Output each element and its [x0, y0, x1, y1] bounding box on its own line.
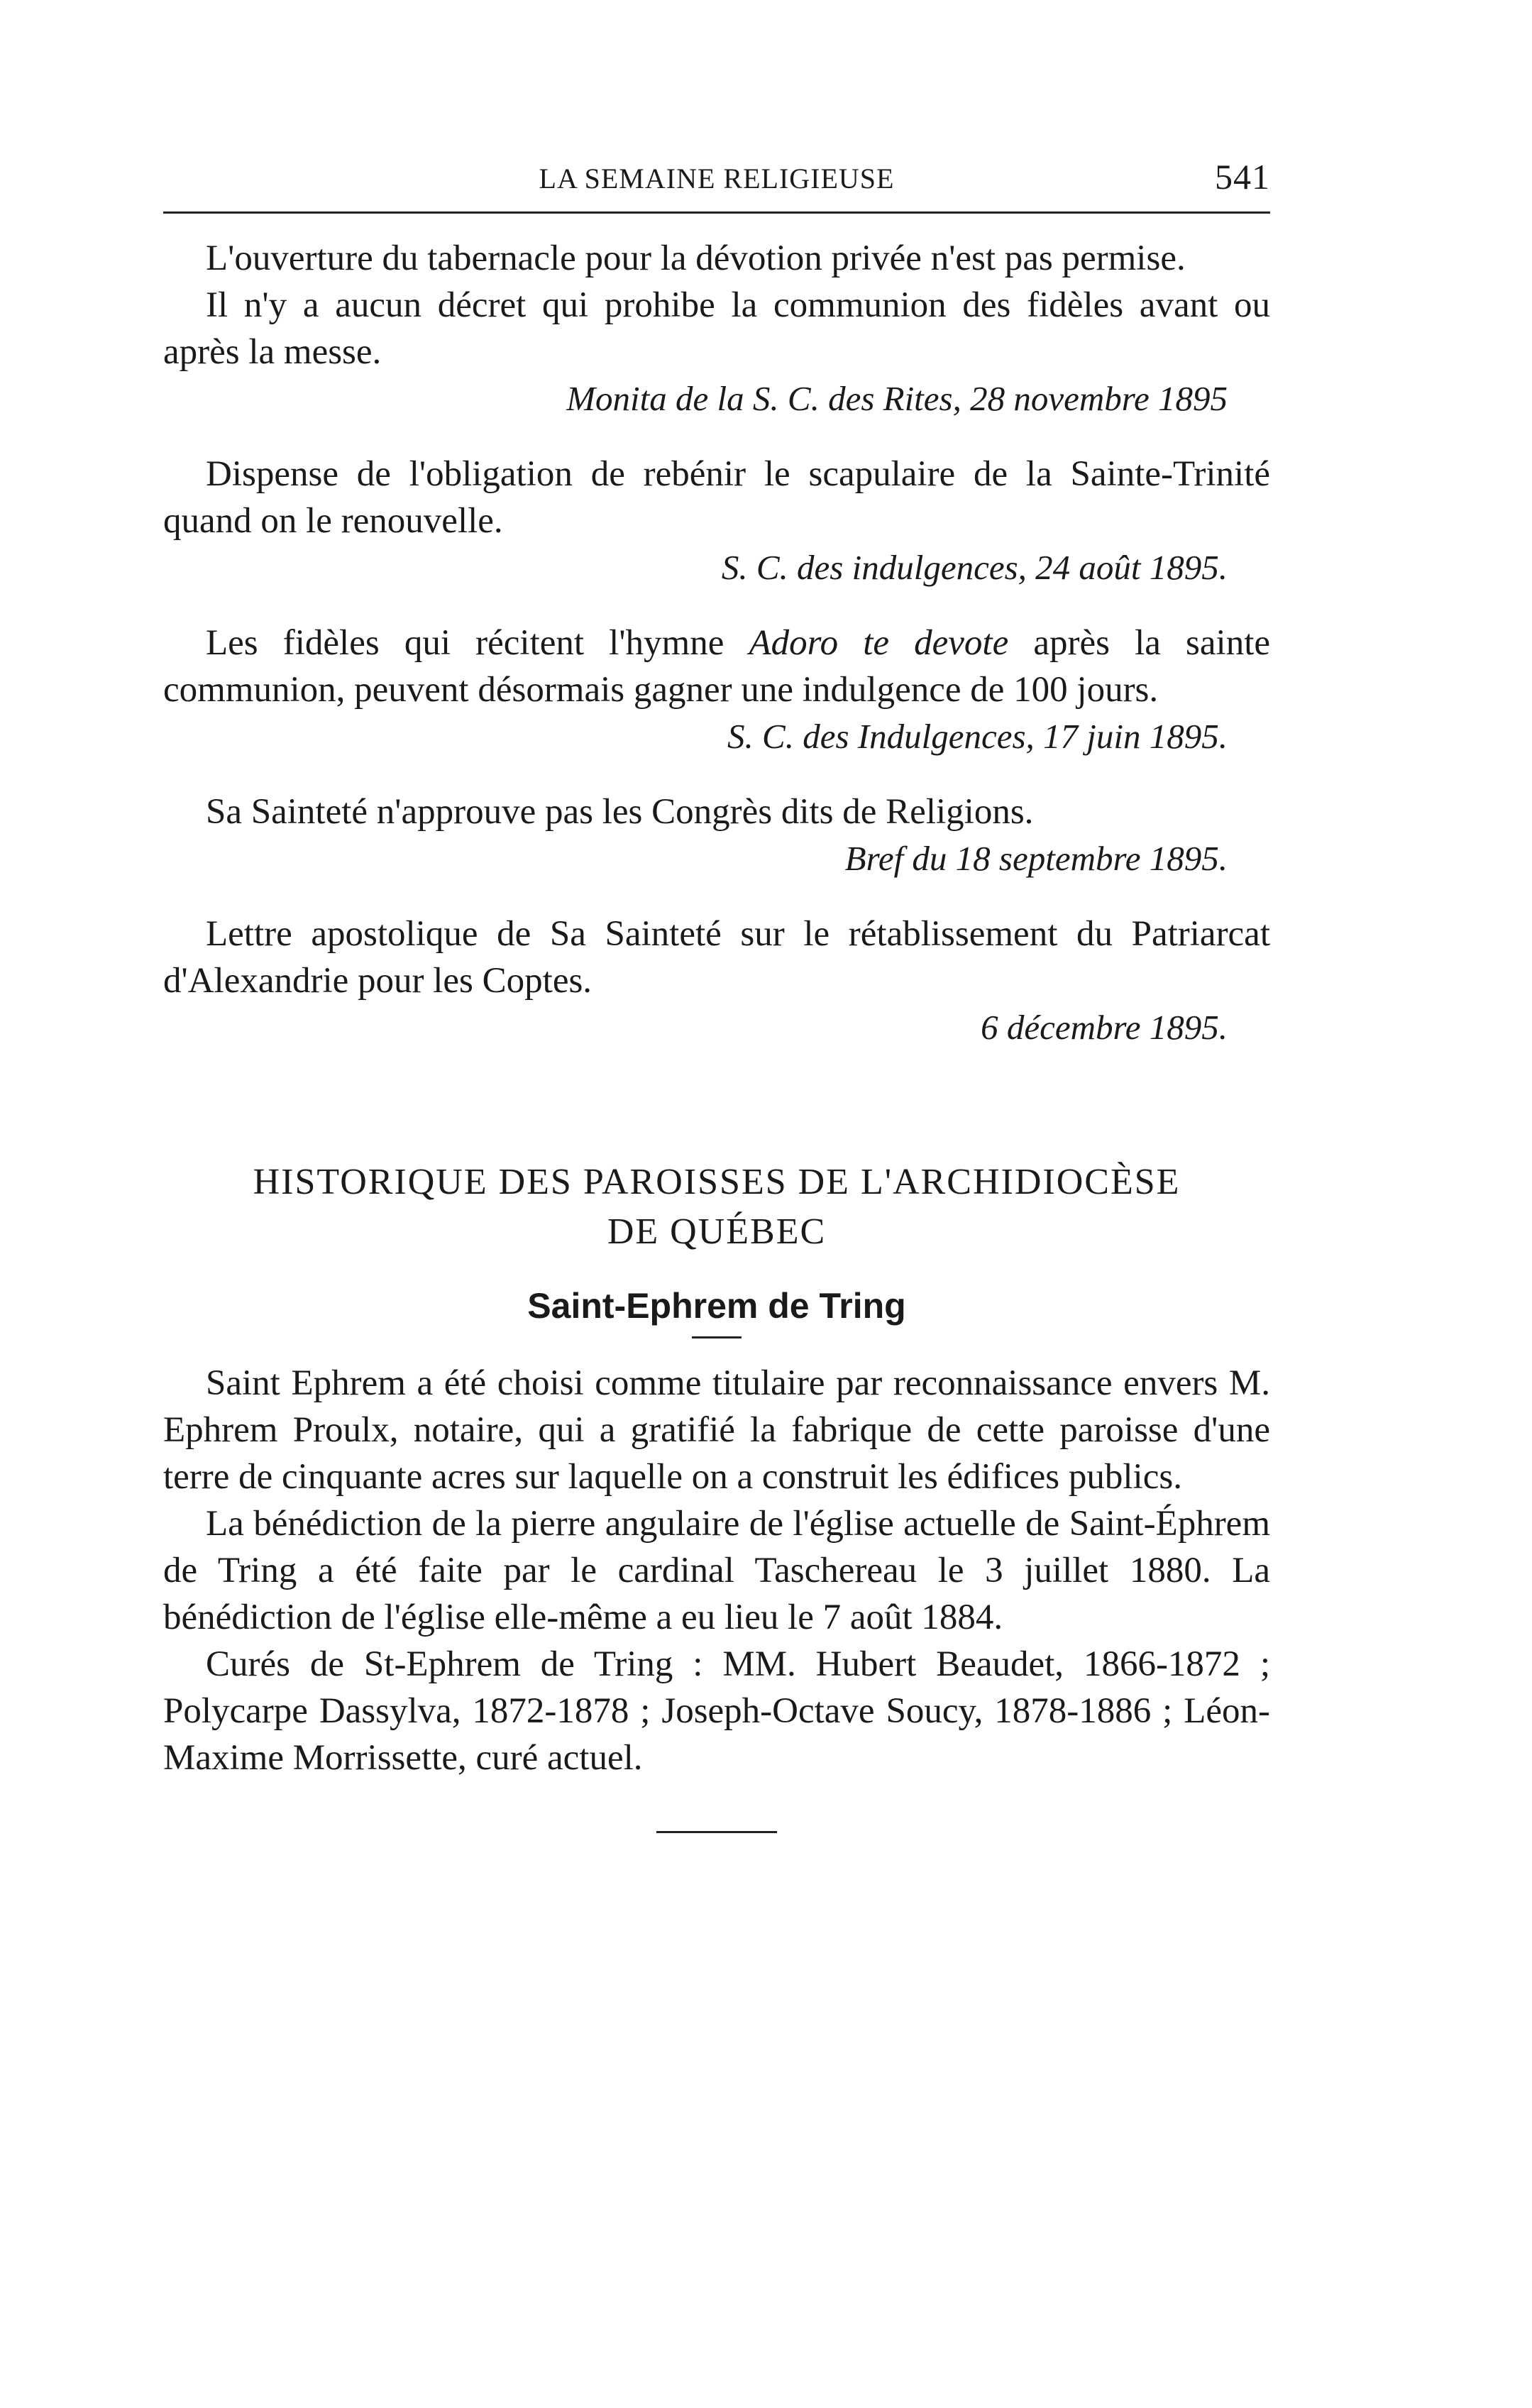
decree-text: Lettre apostolique de Sa Sainteté sur le rétablissement du Patriarcat d'Alexandrie pour les Coptes. — [163, 914, 1270, 1001]
parish-title: Saint-Ephrem de Tring — [527, 1286, 906, 1326]
section-heading-line1: HISTORIQUE DES PAROISSES DE L'ARCHIDIOCÈSE — [253, 1162, 1181, 1202]
end-rule — [656, 1831, 777, 1833]
parish-paragraph: Curés de St-Ephrem de Tring : MM. Hubert Beaudet, 1866-1872 ; Polycarpe Dassylva, 1872-1878 ; Joseph-Octave Soucy, 1878-1886 ; Léon-Maxime Morrissette, curé actuel. — [163, 1644, 1270, 1778]
decree-source: 6 décembre 1895. — [981, 1008, 1228, 1047]
decree-text: Dispense de l'obligation de rebénir le scapulaire de la Sainte-Trinité quand on le renouvelle. — [163, 454, 1270, 541]
section-heading — [163, 1158, 1270, 1257]
page — [163, 156, 1270, 1833]
hymn-title: Adoro te devote — [749, 623, 1009, 663]
running-title: LA SEMAINE RELIGIEUSE — [539, 163, 895, 194]
decree-patriarcat — [163, 911, 1270, 1051]
decree-source: S. C. des indulgences, 24 août 1895. — [721, 548, 1228, 587]
decree-source: S. C. des Indulgences, 17 juin 1895. — [727, 717, 1228, 756]
decree-source: Monita de la S. C. des Rites, 28 novembre 1895 — [566, 379, 1228, 418]
parish-paragraph: Saint Ephrem a été choisi comme titulaire par reconnaissance envers M. Ephrem Proulx, notaire, qui a gratifié la fabrique de cette paroisse d'une terre de cinquante acres sur laquelle on a construit les édifices publics. — [163, 1363, 1270, 1497]
parish-paragraph: La bénédiction de la pierre angulaire de l'église actuelle de Saint-Éphrem de Tring a été faite par le cardinal Taschereau le 3 juillet 1880. La bénédiction de l'église elle-même a eu lieu le 7 août 1884. — [163, 1504, 1270, 1637]
header-rule — [163, 211, 1270, 214]
page-number: 541 — [1215, 157, 1270, 197]
decree-text: L'ouverture du tabernacle pour la dévotion privée n'est pas permise. — [206, 238, 1186, 278]
title-dash — [692, 1336, 742, 1338]
decree-adoro-te — [163, 620, 1270, 760]
decree-text: Sa Sainteté n'approuve pas les Congrès dits de Religions. — [206, 792, 1034, 832]
decree-source: Bref du 18 septembre 1895. — [844, 839, 1228, 878]
running-header — [163, 156, 1270, 199]
decree-text-before: Les fidèles qui récitent l'hymne — [206, 623, 724, 663]
decree-text — [163, 620, 1270, 713]
section-heading-line2: DE QUÉBEC — [607, 1211, 827, 1252]
decree-tabernacle — [163, 235, 1270, 422]
decree-scapulaire — [163, 451, 1270, 591]
decree-congres — [163, 788, 1270, 882]
decree-text-after: après la sainte communion, peuvent désormais gagner une indulgence de 100 jours. — [163, 623, 1271, 710]
decree-text: Il n'y a aucun décret qui prohibe la communion des fidèles avant ou après la messe. — [163, 285, 1270, 372]
